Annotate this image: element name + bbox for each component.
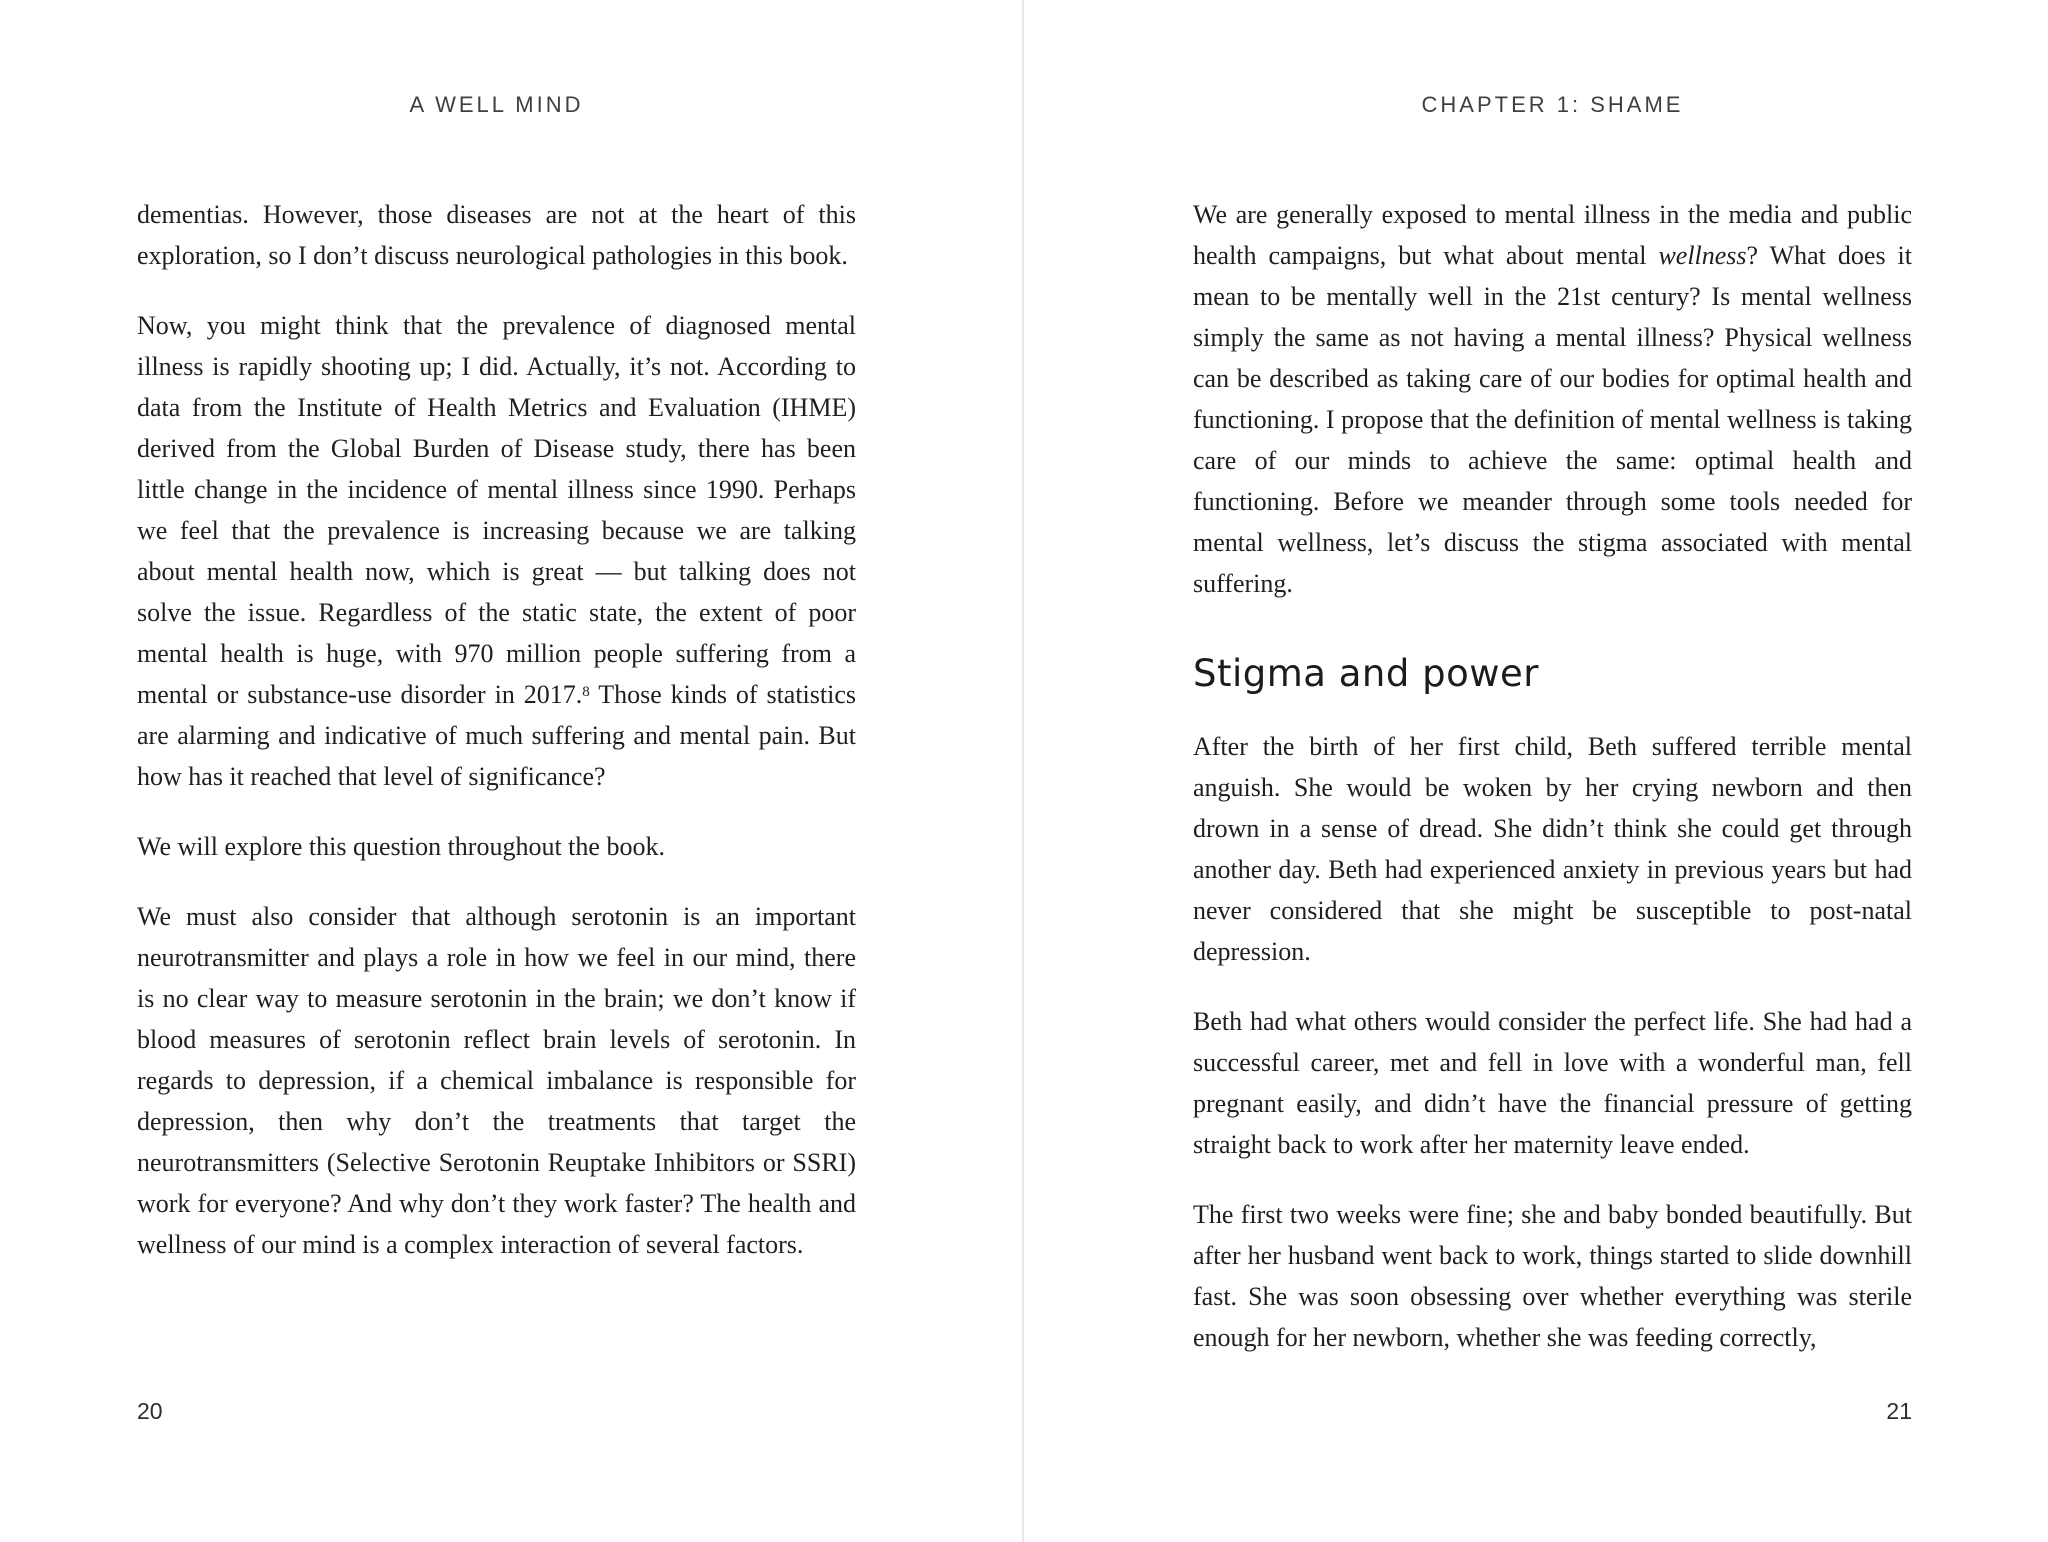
right-page-number: 21 (1886, 1398, 1912, 1424)
left-page-number: 20 (137, 1398, 163, 1424)
right-page-body (1193, 194, 1912, 1358)
paragraph (1193, 194, 1912, 604)
paragraph (137, 194, 856, 276)
text-segment: dementias. However, those diseases are not at the heart of this exploration, so I don’t discuss neurological pathologies in this book. (137, 200, 856, 270)
text-segment: We will explore this question throughout the book. (137, 832, 665, 861)
text-segment: We must also consider that although serotonin is an important neurotransmitter and plays a role in how we feel in our mind, there is no clear way to measure serotonin in the brain; we don’t know if blood measures of serotonin reflect brain levels of serotonin. In regards to depression, if a chemical imbalance is responsible for depression, then why don’t the treatments that target the neurotransmitters (Selective Serotonin Reuptake Inhibitors or SSRI) work for everyone? And why don’t they work faster? The health and wellness of our mind is a complex interaction of several factors. (137, 902, 856, 1259)
text-segment: Beth had what others would consider the perfect life. She had had a successful career, met and fell in love with a wonderful man, fell pregnant easily, and didn’t have the financial pressure of getting straight back to work after her maternity leave ended. (1193, 1007, 1912, 1159)
paragraph (137, 305, 856, 797)
left-running-head: A WELL MIND (409, 92, 584, 117)
paragraph (137, 826, 856, 867)
section-heading: Stigma and power (1193, 652, 1539, 695)
paragraph (1193, 1001, 1912, 1165)
paragraph (1193, 1194, 1912, 1358)
paragraph (137, 896, 856, 1265)
text-segment: ? What does it mean to be mentally well in the 21st century? Is mental wellness simply the same as not having a mental illness? Physical wellness can be described as taking care of our bodies for optimal health and functioning. I propose that the definition of mental wellness is taking care of our minds to achieve the same: optimal health and functioning. Before we meander through some tools needed for mental wellness, let’s discuss the stigma associated with mental suffering. (1193, 241, 1912, 598)
right-running-head: CHAPTER 1: SHAME (1421, 92, 1684, 117)
text-segment: Those kinds of statistics are alarming and indicative of much suffering and mental pain. But how has it reached that level of significance? (137, 680, 857, 791)
right-page (1024, 0, 2048, 1542)
paragraph (1193, 726, 1912, 972)
text-segment: wellness (1658, 241, 1747, 270)
footnote-marker: 8 (582, 684, 590, 701)
text-segment: The first two weeks were fine; she and baby bonded beautifully. But after her husband went back to work, things started to slide downhill fast. She was soon obsessing over whether everything was sterile enough for her newborn, whether she was feeding correctly, (1193, 1200, 1912, 1352)
text-segment: Now, you might think that the prevalence of diagnosed mental illness is rapidly shooting up; I did. Actually, it’s not. According to data from the Institute of Health Metrics and Evaluation (IHME) derived from the Global Burden of Disease study, there has been little change in the incidence of mental illness since 1990. Perhaps we feel that the prevalence is increasing because we are talking about mental health now, which is great — but talking does not solve the issue. Regardless of the static state, the extent of poor mental health is huge, with 970 million people suffering from a mental or substance-use disorder in 2017. (137, 311, 856, 709)
left-page-body (137, 194, 856, 1265)
text-segment: We are generally exposed to mental illness in the media and public health campaigns, but what about mental (1193, 200, 1912, 270)
text-segment: After the birth of her first child, Beth suffered terrible mental anguish. She would be woken by her crying newborn and then drown in a sense of dread. She didn’t think she could get through another day. Beth had experienced anxiety in previous years but had never considered that she might be susceptible to post-natal depression. (1193, 732, 1912, 966)
